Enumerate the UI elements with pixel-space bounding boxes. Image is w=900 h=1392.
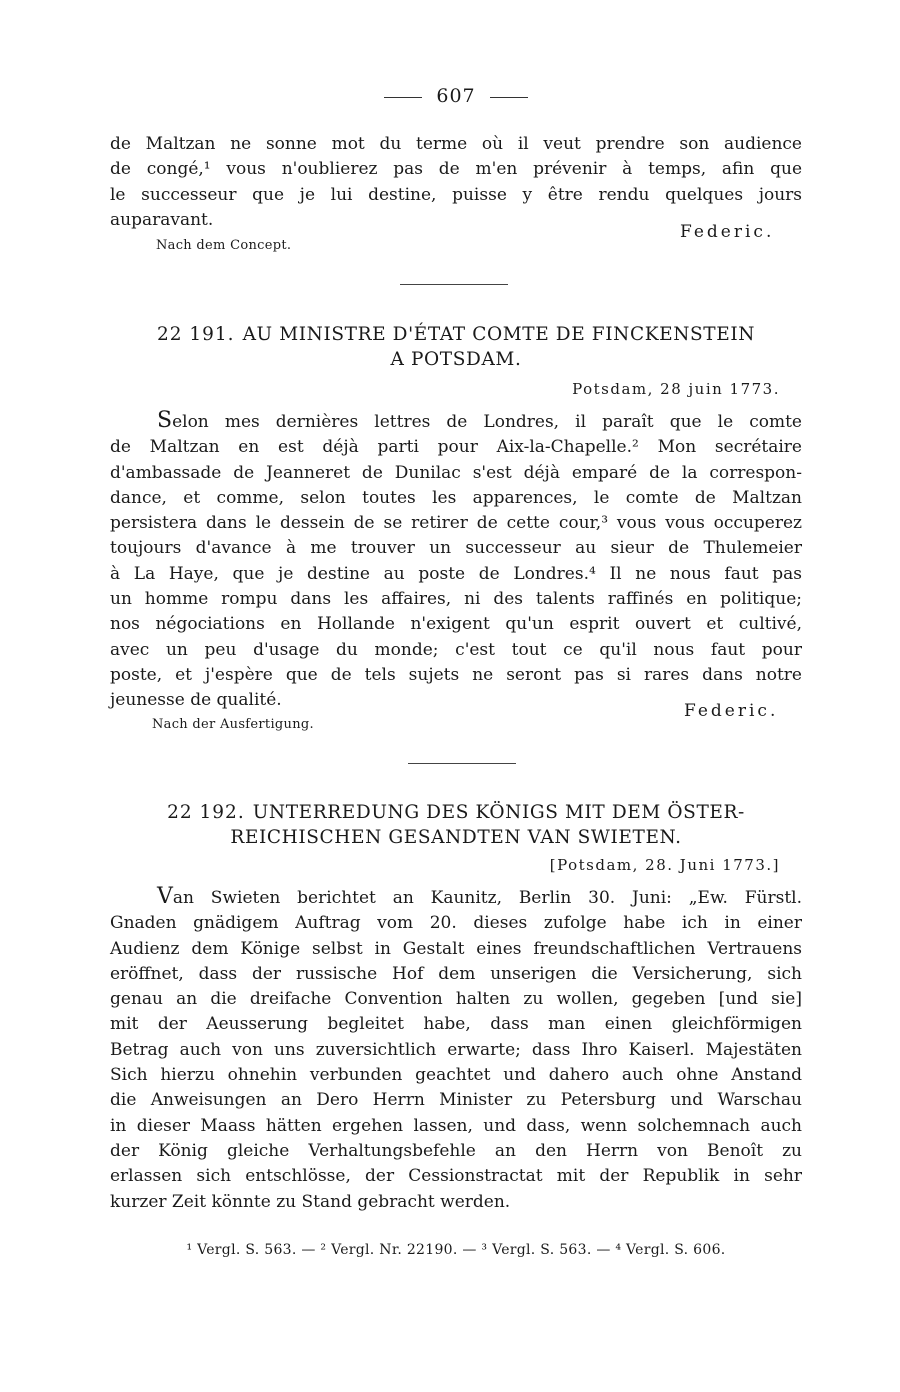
heading-title-line-2: REICHISCHEN GESANDTEN VAN SWIETEN.: [230, 827, 682, 848]
dateline: Potsdam, 28 juin 1773.: [572, 380, 780, 398]
text-line: Sich hierzu ohnehin verbunden geachtet und dahero auch ohne Anstand: [110, 1065, 802, 1086]
header-dash-left: [384, 97, 422, 98]
text-line: d'ambassade de Jeanneret de Dunilac s'est déjà emparé de la correspon-: [110, 462, 802, 483]
text-line: die Anweisungen an Dero Herrn Minister zu Petersburg und Warschau: [110, 1090, 802, 1111]
text-line: kurzer Zeit könnte zu Stand gebracht werden.: [110, 1191, 511, 1212]
source-note: Nach der Ausfertigung.: [152, 717, 314, 732]
heading-line-1: [110, 800, 802, 825]
text-line: le successeur que je lui destine, puisse y être rendu quelques jours: [110, 184, 802, 205]
signature: Federic.: [680, 222, 775, 242]
section-divider: [408, 763, 516, 764]
text-line: Selon mes dernières lettres de Londres, il paraît que le comte: [157, 408, 802, 433]
continuation-paragraph: [110, 132, 802, 233]
dateline: [Potsdam, 28. Juni 1773.]: [549, 856, 780, 874]
text-line: der König gleiche Verhaltungsbefehle an den Herrn von Benoît zu: [110, 1140, 802, 1161]
text-line: avec un peu d'usage du monde; c'est tout ce qu'il nous faut pour: [110, 639, 802, 660]
heading-title-line-1: UNTERREDUNG DES KÖNIGS MIT DEM ÖSTER-: [252, 802, 745, 823]
heading-title-line-2: A POTSDAM.: [390, 349, 522, 370]
text-line: dance, et comme, selon toutes les apparences, le comte de Maltzan: [110, 487, 802, 508]
source-note: Nach dem Concept.: [156, 238, 292, 253]
signature: Federic.: [684, 701, 779, 721]
text-line: mit der Aeusserung begleitet habe, dass man einen gleichförmigen: [110, 1014, 802, 1035]
text-line: nos négociations en Hollande n'exigent qu'un esprit ouvert et cultivé,: [110, 614, 802, 635]
letter-number: 22 191.: [156, 324, 235, 345]
letter-number: 22 192.: [167, 802, 245, 823]
page-header: [110, 85, 802, 107]
footnotes: ¹ Vergl. S. 563. — ² Vergl. Nr. 22190. — ³ Vergl. S. 563. — ⁴ Vergl. S. 606.: [186, 1242, 726, 1258]
heading-title-line-1: AU MINISTRE D'ÉTAT COMTE DE FINCKENSTEIN: [242, 324, 756, 345]
heading-line-1: [110, 322, 802, 347]
text-line: poste, et j'espère que de tels sujets ne seront pas si rares dans notre: [110, 664, 802, 685]
text-line: toujours d'avance à me trouver un successeur au sieur de Thulemeier: [110, 538, 802, 559]
text-line: genau an die dreifache Convention halten zu wollen, gegeben [und sie]: [110, 989, 802, 1010]
section-heading-22191: [110, 322, 802, 372]
text-line: Audienz dem Könige selbst in Gestalt eines freundschaftlichen Vertrauens: [110, 938, 802, 959]
text-line: Van Swieten berichtet an Kaunitz, Berlin 30. Juni: „Ew. Fürstl.: [157, 884, 802, 909]
text-line: de Maltzan en est déjà parti pour Aix-la-Chapelle.² Mon secrétaire: [110, 437, 802, 458]
dropcap: S: [157, 408, 173, 433]
text-line: persistera dans le dessein de se retirer de cette cour,³ vous vous occuperez: [110, 513, 802, 534]
text-line: auparavant.: [110, 209, 214, 230]
text-line: in dieser Maass hätten ergehen lassen, und dass, wenn solchemnach auch: [110, 1115, 802, 1136]
dropcap: V: [157, 884, 173, 909]
text-line: de Maltzan ne sonne mot du terme où il veut prendre son audience: [110, 134, 802, 154]
section-heading-22192: [110, 800, 802, 850]
text-line: à La Haye, que je destine au poste de Londres.⁴ Il ne nous faut pas: [110, 563, 802, 584]
text-line: de congé,¹ vous n'oublierez pas de m'en prévenir à temps, afin que: [110, 159, 802, 180]
text-line: erlassen sich entschlösse, der Cessionstractat mit der Republik in sehr: [110, 1166, 802, 1187]
header-dash-right: [490, 97, 528, 98]
page-number: 607: [436, 85, 476, 107]
section-divider: [400, 284, 508, 285]
text-line: eröffnet, dass der russische Hof dem unserigen die Versicherung, sich: [110, 963, 802, 984]
text-line: Betrag auch von uns zuversichtlich erwarte; dass Ihro Kaiserl. Majestäten: [110, 1039, 802, 1060]
letter-body-paragraph: [110, 408, 802, 714]
text-line: jeunesse de qualité.: [110, 690, 282, 711]
text-line: un homme rompu dans les affaires, ni des talents raffinés en politique;: [110, 589, 802, 610]
report-body-paragraph: [110, 884, 802, 1215]
text-line: Gnaden gnädigem Auftrag vom 20. dieses zufolge habe ich in einer: [110, 913, 802, 934]
